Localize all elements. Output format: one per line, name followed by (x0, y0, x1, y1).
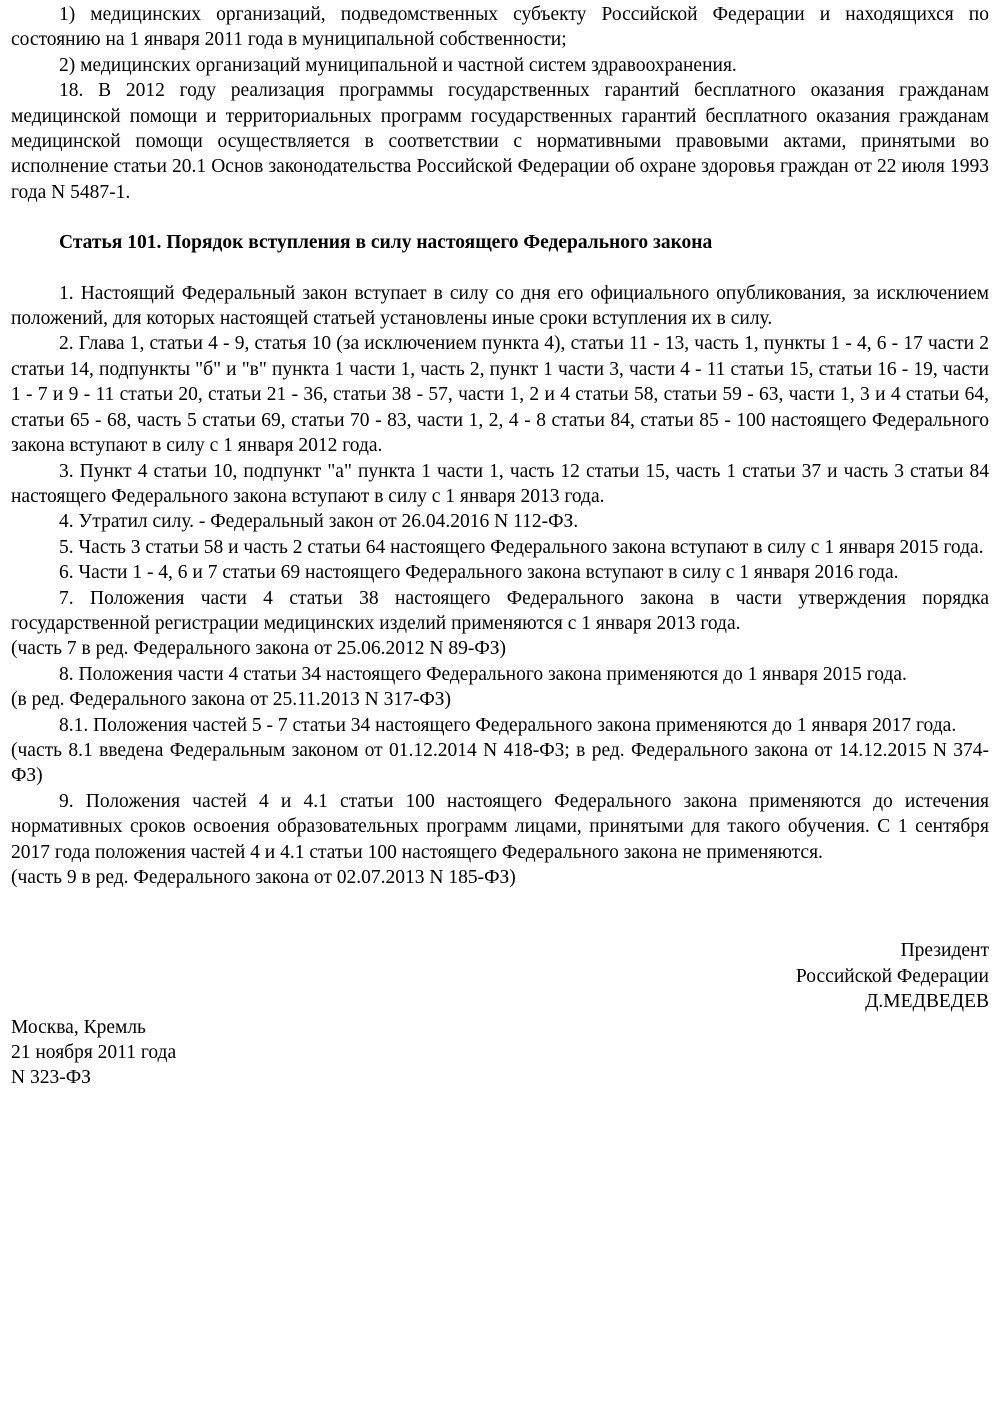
article-paragraph-4: 4. Утратил силу. - Федеральный закон от 26.04.2016 N 112-ФЗ. (59, 511, 579, 533)
footer-law-number: N 323-ФЗ (11, 1067, 91, 1089)
document-footer (11, 1015, 989, 1091)
article-paragraph-9-note: (часть 9 в ред. Федерального закона от 02.07.2013 N 185-ФЗ) (11, 867, 516, 888)
article-paragraph-5: 5. Часть 3 статьи 58 и часть 2 статьи 64 настоящего Федерального закона вступают в силу с 1 января 2015 года. (59, 536, 984, 558)
article-paragraph-9: 9. Положения частей 4 и 4.1 статьи 100 настоящего Федерального закона применяются до истечения нормативных сроков освоения образовательных программ лицами, принятыми для такого обучения. С 1 сентября 2017 года положения частей 4 и 4.1 статьи 100 настоящего Федерального закона не применяются. (11, 790, 989, 863)
footer-date: 21 ноября 2011 года (11, 1042, 177, 1064)
article-paragraph-8-1: 8.1. Положения частей 5 - 7 статьи 34 настоящего Федерального закона применяются до 1 января 2017 года. (59, 714, 957, 736)
article-paragraph-7-note: (часть 7 в ред. Федерального закона от 25.06.2012 N 89-ФЗ) (11, 638, 507, 660)
article-paragraph-8-1-note: (часть 8.1 введена Федеральным законом от 01.12.2014 N 418-ФЗ; в ред. Федерального закона от 14.12.2015 N 374-ФЗ) (11, 739, 989, 787)
intro-item-18: 18. В 2012 году реализация программы государственных гарантий бесплатного оказания гражданам медицинской помощи и территориальных программ государственных гарантий бесплатного оказания гражданам медицинской помощи осуществляется в соответствии с нормативными правовыми актами, принятыми во исполнение статьи 20.1 Основ законодательства Российской Федерации об охране здоровья граждан от 22 июля 1993 года N 5487-1. (11, 80, 989, 203)
signature-block (11, 938, 989, 1014)
article-paragraph-8: 8. Положения части 4 статьи 34 настоящего Федерального закона применяются до 1 января 2015 года. (59, 663, 907, 685)
intro-item-1: 1) медицинских организаций, подведомственных субъекту Российской Федерации и находящихся по состоянию на 1 января 2011 года в муниципальной собственности; (11, 4, 989, 51)
article-paragraph-7: 7. Положения части 4 статьи 38 настоящего Федерального закона в части утверждения порядка государственной регистрации медицинских изделий применяются с 1 января 2013 года. (11, 587, 989, 634)
article-paragraph-1: 1. Настоящий Федеральный закон вступает в силу со дня его официального опубликования, за исключением положений, для которых настоящей статьей установлены иные сроки вступления их в силу. (11, 282, 989, 330)
footer-place: Москва, Кремль (11, 1016, 146, 1038)
signature-title: Президент (900, 940, 989, 962)
article-title: Статья 101. Порядок вступления в силу настоящего Федерального закона (59, 232, 713, 254)
article-paragraph-3: 3. Пункт 4 статьи 10, подпункт "а" пункта 1 части 1, часть 12 статьи 15, часть 1 статьи 37 и часть 3 статьи 84 настоящего Федерального закона вступают в силу с 1 января 2013 года. (11, 460, 989, 507)
signature-name: Д.МЕДВЕДЕВ (865, 991, 989, 1013)
signature-country: Российской Федерации (795, 965, 989, 987)
article-paragraph-2: 2. Глава 1, статьи 4 - 9, статья 10 (за исключением пункта 4), статьи 11 - 13, часть 1, пункты 1 - 4, 6 - 17 части 2 статьи 14, подпункты "б" и "в" пункта 1 части 1, часть 2, пункт 1 части 3, части 4 - 11 статьи 15, статьи 16 - 19, части 1 - 7 и 9 - 11 статьи 20, статьи 21 - 36, статьи 38 - 57, части 1, 2 и 4 статьи 58, статьи 59 - 63, части 1, 3 и 4 статьи 64, статьи 65 - 68, часть 5 статьи 69, статьи 70 - 83, части 1, 2, 4 - 8 статьи 84, статьи 85 - 100 настоящего Федерального закона вступают в силу с 1 января 2012 года. (11, 333, 989, 457)
article-paragraph-6: 6. Части 1 - 4, 6 и 7 статьи 69 настоящего Федерального закона вступают в силу с 1 января 2016 года. (59, 562, 899, 584)
intro-item-2: 2) медицинских организаций муниципальной и частной систем здравоохранения. (59, 54, 737, 76)
document-page (11, 2, 989, 1091)
article-paragraph-8-note: (в ред. Федерального закона от 25.11.2013 N 317-ФЗ) (11, 689, 452, 711)
